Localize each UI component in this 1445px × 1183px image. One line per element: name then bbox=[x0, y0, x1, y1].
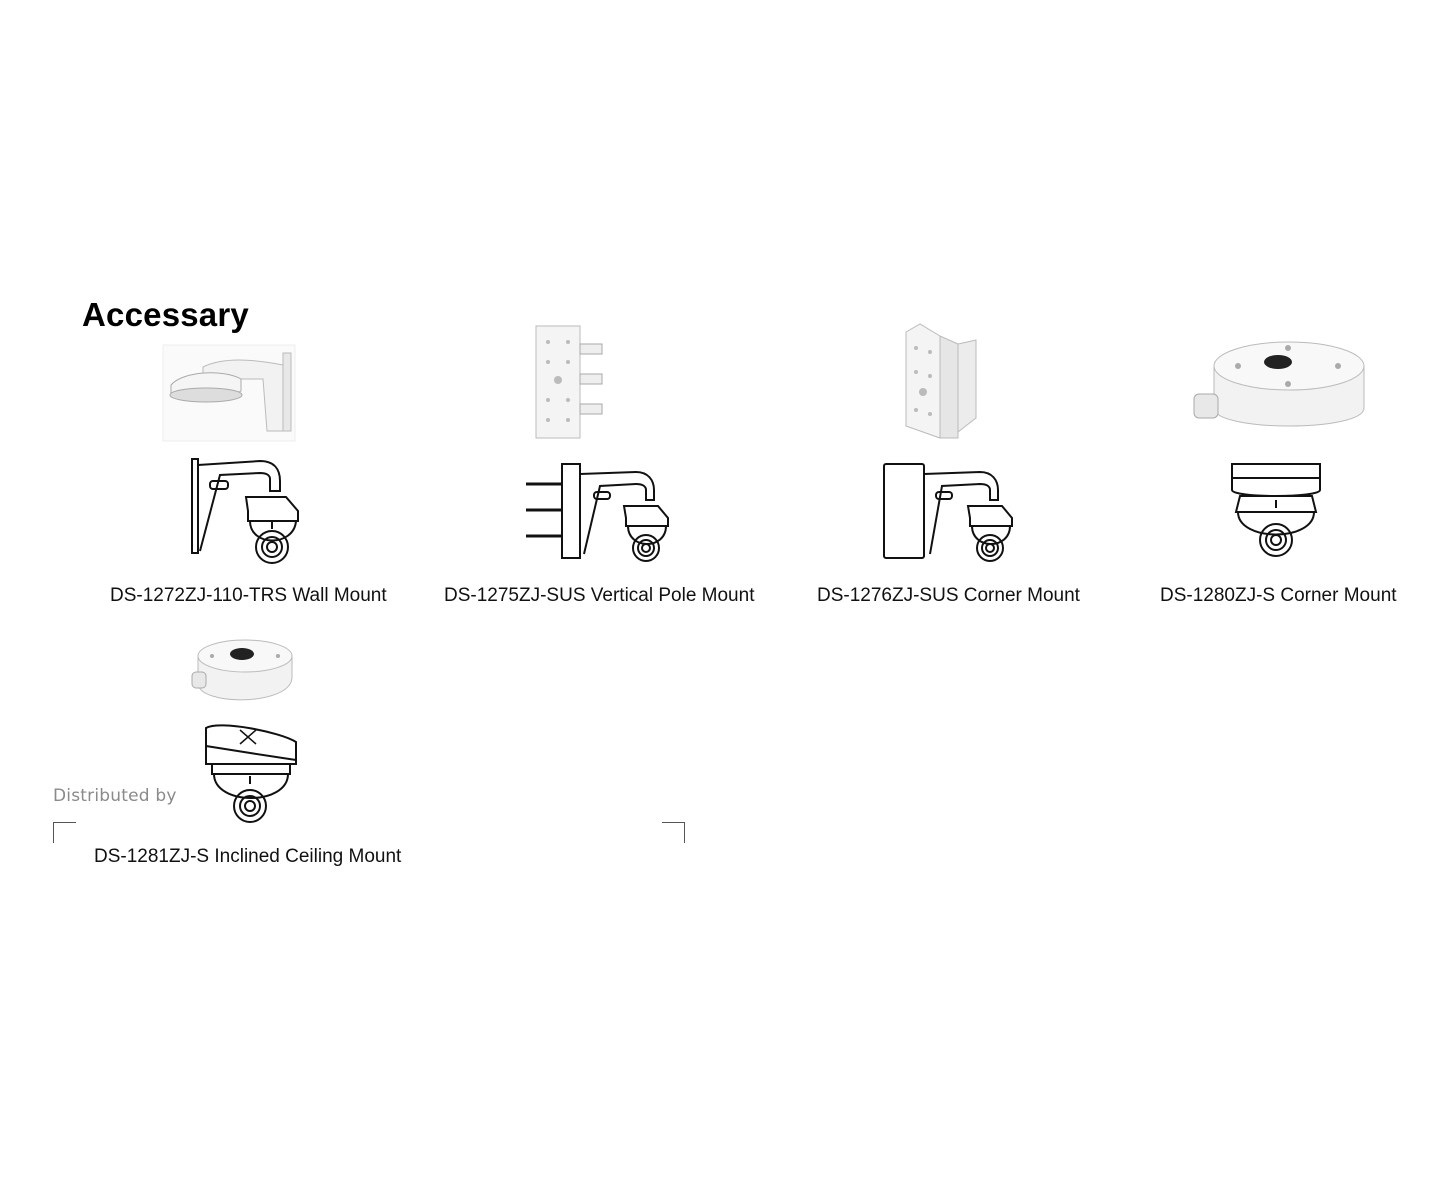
distributor-frame-corner-right bbox=[662, 822, 685, 843]
pole-mount-camera-drawing-icon bbox=[522, 462, 670, 562]
wall-mount-camera-drawing-icon bbox=[190, 457, 302, 569]
distributor-frame-corner-left bbox=[53, 822, 76, 843]
wall-mount-bracket-icon bbox=[163, 345, 295, 441]
inclined-ceiling-camera-drawing-icon bbox=[200, 720, 300, 828]
accessory-caption: DS-1275ZJ-SUS Vertical Pole Mount bbox=[444, 585, 755, 606]
accessory-caption: DS-1281ZJ-S Inclined Ceiling Mount bbox=[94, 846, 402, 867]
junction-box-icon bbox=[1188, 336, 1374, 442]
accessory-caption: DS-1276ZJ-SUS Corner Mount bbox=[817, 585, 1080, 606]
accessory-caption: DS-1280ZJ-S Corner Mount bbox=[1160, 585, 1397, 606]
distributed-by-label: Distributed by bbox=[53, 786, 177, 806]
section-heading: Accessary bbox=[82, 296, 249, 333]
accessory-caption: DS-1272ZJ-110-TRS Wall Mount bbox=[110, 585, 387, 606]
corner-mount-plate-icon bbox=[900, 322, 980, 444]
junction-box-camera-drawing-icon bbox=[1228, 460, 1324, 566]
pole-mount-plate-icon bbox=[530, 322, 606, 444]
corner-mount-camera-drawing-icon bbox=[880, 460, 1016, 564]
inclined-ceiling-mount-icon bbox=[192, 634, 296, 708]
